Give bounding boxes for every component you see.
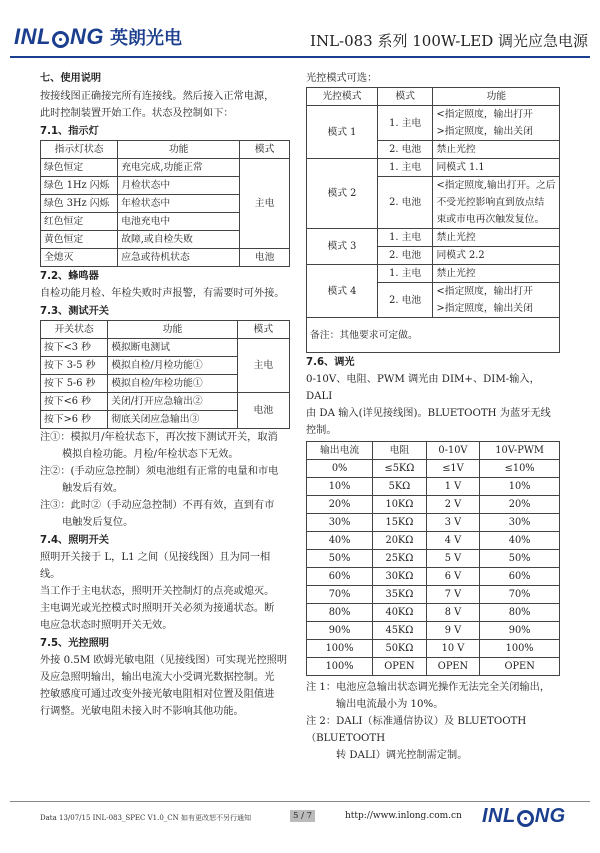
logo-o-icon (52, 31, 69, 48)
cell: ≤1V (426, 460, 480, 478)
cell-line: <指定照度，输出打开 (436, 109, 533, 120)
cell: 10 V (426, 640, 480, 658)
cell: 100% (480, 640, 560, 658)
cell: 主电 (237, 339, 289, 393)
heading-7-5: 7.5、光控照明 (40, 638, 109, 649)
paragraph-line: 外接 0.5M 欧姆光敏电阻（见接线图）可实现光控照明 (40, 655, 288, 666)
cell: 绿色 3Hz 闪烁 (41, 195, 118, 213)
logo-text-a: INL (14, 24, 51, 49)
cell-line: <指定照度,输出打开。之后 (436, 180, 556, 191)
paragraph-line: 照明开关接于 L，L1 之间（见接线图）且为同一相线。 (40, 552, 271, 580)
cell: 3 V (426, 514, 480, 532)
cell: 1. 主电 (377, 159, 433, 177)
cell: OPEN (480, 658, 560, 676)
cell: 80% (307, 604, 373, 622)
heading-7-1: 7.1、指示灯 (40, 126, 99, 137)
cell: 模拟断电测试 (108, 339, 237, 357)
cell: 1 V (426, 478, 480, 496)
cell: 全熄灭 (41, 249, 118, 267)
cell: ≤5KΩ (373, 460, 427, 478)
cell: 80% (480, 604, 560, 622)
cell: 模式 3 (307, 229, 378, 265)
cell-line: >指定照度，输出关闭 (436, 126, 533, 137)
note-1-cont: 模拟自检功能。月检/年检状态下无效。 (62, 449, 239, 460)
cell: 5KΩ (373, 478, 427, 496)
inlong-logo (14, 24, 182, 50)
cell: 按下 3-5 秒 (41, 357, 108, 375)
section-title: 七、使用说明 (40, 72, 102, 84)
cell: 10% (307, 478, 373, 496)
heading-7-4: 7.4、照明开关 (40, 535, 109, 546)
cell: 35KΩ (373, 586, 427, 604)
cell: 30% (307, 514, 373, 532)
modes-title: 光控模式可选： (306, 73, 378, 84)
cell: 1. 主电 (377, 265, 433, 283)
cell: 70% (480, 586, 560, 604)
cell: 4 V (426, 532, 480, 550)
website-link[interactable]: http://www.inlong.com.cn (345, 811, 462, 821)
cell: 25KΩ (373, 550, 427, 568)
paragraph-line: 当工作于主电状态，照明开关控制灯的点亮或熄灭。 (40, 586, 275, 597)
logo-text-b: NG (69, 24, 104, 49)
cell-line: <指定照度，输出打开 (436, 286, 533, 297)
indicator-table (40, 140, 290, 267)
test-switch-table (40, 320, 290, 429)
cell: 月检状态中 (118, 177, 240, 195)
cell: 2. 电池 (377, 247, 433, 265)
col-header: 0-10V (426, 442, 480, 460)
cell: 0% (307, 460, 373, 478)
col-header: 开关状态 (41, 321, 108, 339)
table-row (307, 478, 560, 496)
paragraph: 自检功能月检、年检失败时声报警，有需要时可外接。 (40, 288, 285, 299)
footer-rule (10, 801, 590, 802)
cell: 15KΩ (373, 514, 427, 532)
cell: 故障,或自检失败 (118, 231, 240, 249)
cell: 应急或待机状态 (118, 249, 240, 267)
cell: 禁止光控 (433, 265, 560, 283)
cell: 关闭/打开应急输出② (108, 393, 237, 411)
cell: 10KΩ (373, 496, 427, 514)
cell: 40KΩ (373, 604, 427, 622)
cell: ≤10% (480, 460, 560, 478)
cell: 20KΩ (373, 532, 427, 550)
table-row (307, 640, 560, 658)
cell: 100% (307, 658, 373, 676)
cell: 9 V (426, 622, 480, 640)
cell: 8 V (426, 604, 480, 622)
cell: 年检状态中 (118, 195, 240, 213)
cell: 60% (480, 568, 560, 586)
cell: 5 V (426, 550, 480, 568)
col-header: 指示灯状态 (41, 141, 118, 159)
cell: 同模式 1.1 (433, 159, 560, 177)
table-row (307, 460, 560, 478)
cell: 黄色恒定 (41, 231, 118, 249)
cell: 模拟自检/月检功能① (108, 357, 237, 375)
intro-line: 按接线图正确接完所有连接线。然后接入正常电源， (40, 91, 275, 102)
cell: 90% (480, 622, 560, 640)
cell: 电池 (240, 249, 290, 267)
cell: 30% (480, 514, 560, 532)
cell: 按下<6 秒 (41, 393, 108, 411)
cell: 70% (307, 586, 373, 604)
page-footer (0, 795, 600, 853)
col-header: 功能 (433, 88, 560, 106)
cell (433, 106, 560, 141)
inlong-logo-footer (482, 805, 566, 828)
cell: 60% (307, 568, 373, 586)
note-1: 注①：模拟月/年检状态下，再次按下测试开关，取消 (40, 432, 278, 443)
cell: 按下 5-6 秒 (41, 375, 108, 393)
cell: 绿色恒定 (41, 159, 118, 177)
cell: 模式 2 (307, 159, 378, 229)
cell: 彻底关闭应急输出③ (108, 411, 237, 429)
footer-meta: Data 13/07/15 INL-083_SPEC V1.0_CN 如有更改恕不另行通知 (40, 814, 252, 822)
col-header: 模式 (240, 141, 290, 159)
paragraph-line: 行调整。光敏电阻未接入时不影响其他功能。 (40, 706, 244, 717)
cell: 50KΩ (373, 640, 427, 658)
cell: 同模式 2.2 (433, 247, 560, 265)
cell: 禁止光控 (433, 229, 560, 247)
cell: OPEN (373, 658, 427, 676)
paragraph-line: 0-10V、电阻、PWM 调光由 DIM+、DIM-输入，DALI (306, 374, 540, 402)
col-header: 模式 (237, 321, 289, 339)
paragraph-line: 及应急照明输出，输出电流大小受调光数据控制。光 (40, 672, 275, 683)
cell: 30KΩ (373, 568, 427, 586)
cell-line: 束或市电再次触发复位。 (436, 214, 545, 225)
logo-o-icon (517, 810, 534, 827)
cell: 7 V (426, 586, 480, 604)
col-header: 功能 (108, 321, 237, 339)
note-3-cont: 电触发后复位。 (62, 517, 134, 528)
table-row (307, 514, 560, 532)
left-column (40, 70, 290, 720)
note-2: 注②：(手动应急控制）须电池组有正常的电量和市电 (40, 466, 279, 477)
cell: 50% (307, 550, 373, 568)
cell: 红色恒定 (41, 213, 118, 231)
note-1: 注 1：电池应急输出状态调光操作无法完全关闭输出， (306, 682, 551, 693)
cell: 模式 4 (307, 265, 378, 318)
heading-7-2: 7.2、蜂鸣器 (40, 271, 99, 282)
cell-line: >指定照度，输出关闭 (436, 303, 533, 314)
cell (433, 283, 560, 318)
cell: 2. 电池 (377, 141, 433, 159)
col-header: 电阻 (373, 442, 427, 460)
brand-cn: 英朗光电 (109, 28, 182, 49)
cell: OPEN (426, 658, 480, 676)
cell: 10% (480, 478, 560, 496)
paragraph-line: 由 DA 输入(详见接线图)。BLUETOOTH 为蓝牙无线控制。 (306, 408, 551, 436)
cell: 100% (307, 640, 373, 658)
col-header: 10V-PWM (480, 442, 560, 460)
heading-7-6: 7.6、调光 (306, 357, 355, 368)
table-row (307, 568, 560, 586)
cell: 绿色 1Hz 闪烁 (41, 177, 118, 195)
cell: 50% (480, 550, 560, 568)
cell: 90% (307, 622, 373, 640)
note-2-cont: 转 DALI）调光控制需定制。 (336, 750, 468, 761)
logo-text-b: NG (534, 805, 566, 827)
table-row (307, 586, 560, 604)
cell: 40% (307, 532, 373, 550)
paragraph-line: 控敏感度可通过改变外接光敏电阻相对位置及阻值进 (40, 689, 275, 700)
cell (433, 177, 560, 229)
dimming-table (306, 441, 560, 676)
table-row (307, 532, 560, 550)
col-header: 输出电流 (307, 442, 373, 460)
cell: 电池充电中 (118, 213, 240, 231)
cell: 1. 主电 (377, 229, 433, 247)
table-row (307, 658, 560, 676)
dimming-rows (307, 460, 560, 676)
table-row (307, 622, 560, 640)
paragraph-line: 主电调光或光控模式时照明开关必须为接通状态。断 (40, 603, 275, 614)
paragraph-line: 电应急状态时照明开关无效。 (40, 620, 173, 631)
cell: 模式 1 (307, 106, 378, 159)
cell: 40% (480, 532, 560, 550)
table-row (307, 550, 560, 568)
header-rule (10, 56, 590, 58)
note-2: 注 2：DALI（标准通信协议）及 BLUETOOTH（BLUETOOTH (306, 716, 527, 744)
cell: 1. 主电 (377, 106, 433, 141)
cell: 20% (307, 496, 373, 514)
light-control-table (306, 87, 560, 353)
page-header (0, 0, 600, 62)
table-row (307, 496, 560, 514)
table-row (307, 604, 560, 622)
cell: 主电 (240, 159, 290, 249)
cell: 6 V (426, 568, 480, 586)
note-2-cont: 触发后有效。 (62, 483, 124, 494)
cell: 禁止光控 (433, 141, 560, 159)
right-column (306, 70, 560, 764)
cell: 电池 (237, 393, 289, 429)
intro-line: 此时控制装置开始工作。状态及控制如下： (40, 108, 234, 119)
col-header: 模式 (377, 88, 433, 106)
col-header: 光控模式 (307, 88, 378, 106)
cell: 模拟自检/年检功能① (108, 375, 237, 393)
cell: 按下<3 秒 (41, 339, 108, 357)
note-1-cont: 输出电流最小为 10%。 (336, 699, 444, 710)
cell: 充电完成,功能正常 (118, 159, 240, 177)
cell: 20% (480, 496, 560, 514)
cell: 2. 电池 (377, 283, 433, 318)
note-3: 注③：此时②（手动应急控制）不再有效，直到有市 (40, 500, 275, 511)
col-header: 功能 (118, 141, 240, 159)
heading-7-3: 7.3、测试开关 (40, 306, 109, 317)
doc-title: INL-083 系列 100W-LED 调光应急电源 (310, 32, 588, 50)
page-number: 5 / 7 (290, 810, 315, 822)
cell: 按下>6 秒 (41, 411, 108, 429)
logo-text-a: INL (482, 805, 516, 827)
remark-cell: 备注：其他要求可定做。 (307, 318, 560, 353)
cell: 2 V (426, 496, 480, 514)
cell: 2. 电池 (377, 177, 433, 229)
cell-line: 不受光控影响直到放点结 (436, 197, 545, 208)
cell: 45KΩ (373, 622, 427, 640)
